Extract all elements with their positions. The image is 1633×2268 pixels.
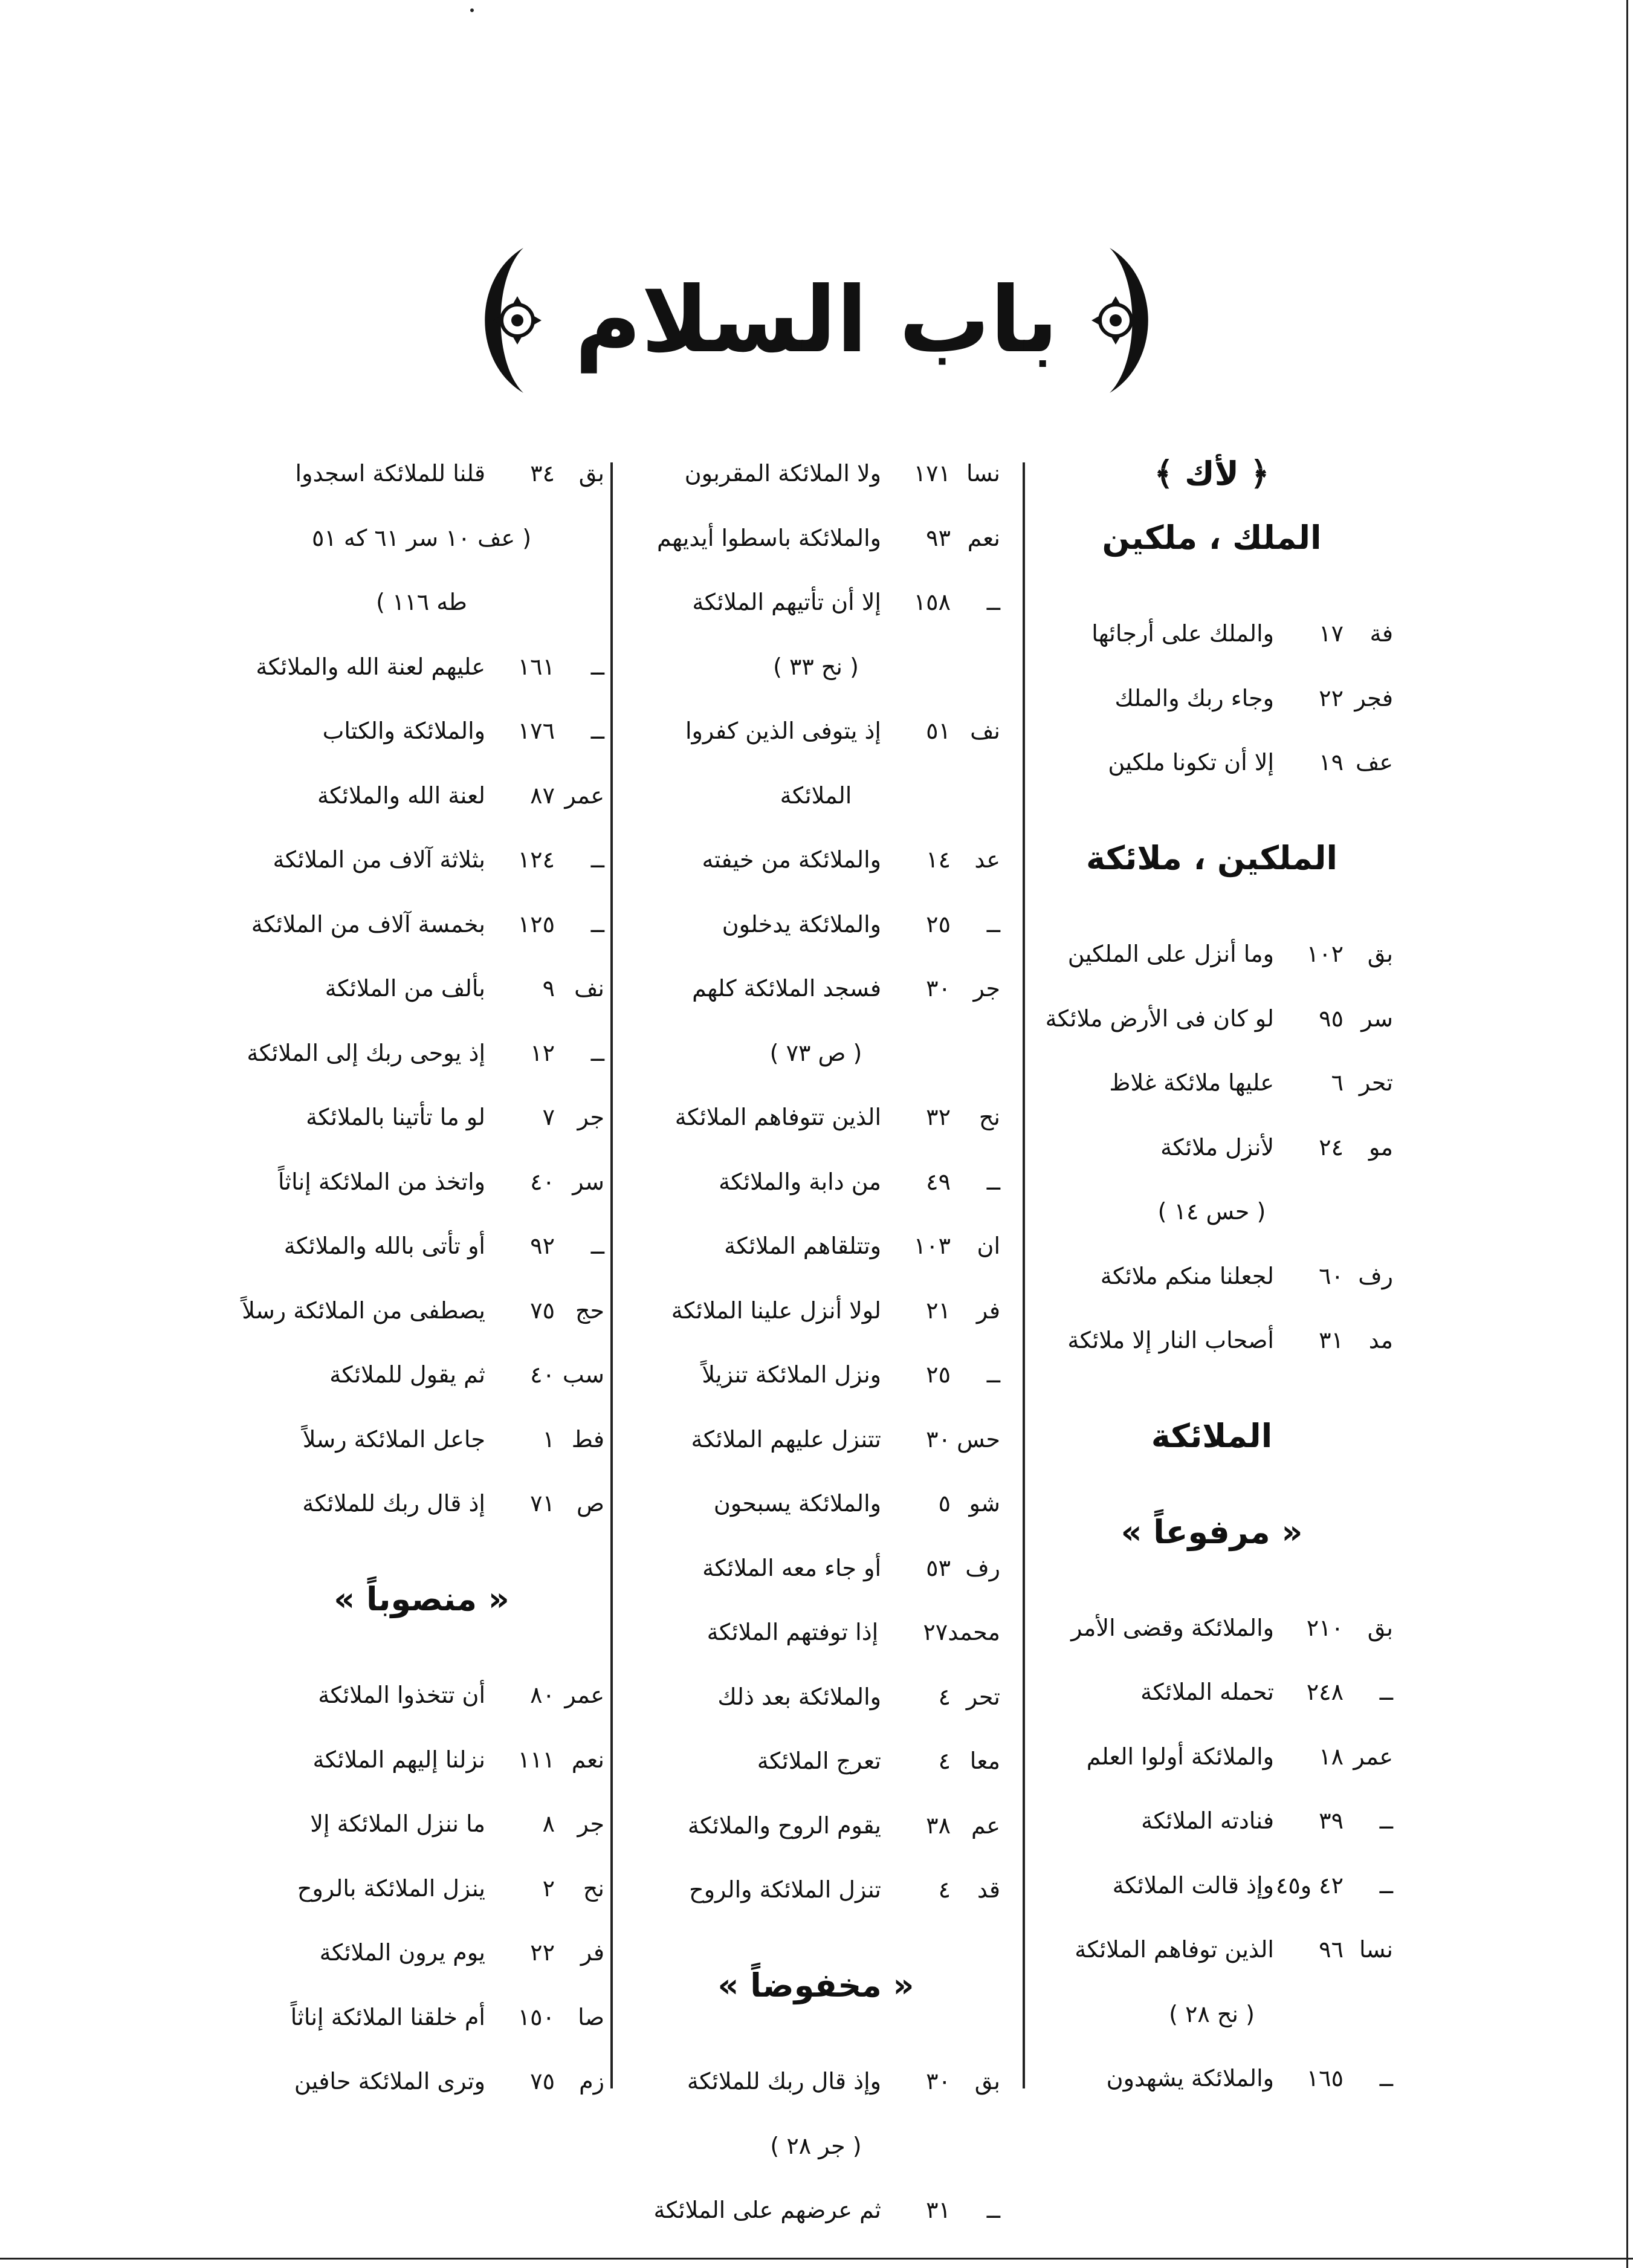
index-entry [1030, 987, 1393, 1051]
index-entry [239, 2049, 604, 2114]
chapter-title-block [0, 239, 1633, 402]
index-entry [1030, 2046, 1393, 2111]
index-entry [632, 1471, 1000, 1536]
verse-excerpt: جاعل الملائكة رسلاً [302, 1425, 485, 1453]
verse-number: ١٥٠ [517, 2003, 555, 2030]
spacer [1030, 1468, 1393, 1500]
surah-abbreviation: نعم [967, 524, 1000, 551]
verse-number: ٣٢ [926, 1104, 951, 1131]
index-entry [239, 1343, 604, 1407]
cross-reference: ( جر ٢٨ ) [770, 2132, 862, 2159]
surah-abbreviation: مد [1368, 1327, 1393, 1354]
index-entry [239, 635, 604, 699]
surah-abbreviation: عف [1355, 749, 1393, 776]
verse-number: ١٠٢ [1306, 941, 1344, 968]
surah-abbreviation: بق [1367, 941, 1393, 968]
verse-number: ١٠٣ [913, 1233, 951, 1260]
verse-number: ٩٣ [926, 524, 951, 551]
surah-abbreviation: ــ [986, 589, 1000, 616]
verse-number: ٤٩ [926, 1168, 951, 1195]
index-entry [239, 1214, 604, 1278]
surah-abbreviation: ــ [986, 2197, 1000, 2224]
cross-reference: ( حس ١٤ ) [1157, 1198, 1266, 1225]
index-entry [632, 1665, 1000, 1729]
index-entry [1030, 1917, 1393, 1982]
verse-number: ٢٥ [926, 910, 951, 938]
verse-number: ٩٥ [1319, 1005, 1344, 1032]
verse-number: ١٢٤ [517, 846, 555, 873]
verse-excerpt: يوم يرون الملائكة [319, 1939, 485, 1966]
verse-number: ٩ [542, 975, 555, 1002]
verse-excerpt: لأنزل ملائكة [1160, 1133, 1274, 1161]
verse-number: ٣٠ [926, 1425, 951, 1453]
surah-abbreviation: ــ [590, 1039, 604, 1066]
index-entry [1030, 1115, 1393, 1180]
surah-abbreviation: حج [575, 1297, 604, 1324]
section-heading: « مرفوعاً » [1120, 1512, 1303, 1551]
index-entry [632, 1150, 1000, 1214]
surah-abbreviation: ــ [590, 653, 604, 680]
section-heading: « منصوباً » [334, 1580, 509, 1619]
verse-excerpt: الذين تتوفاهم الملائكة [674, 1104, 881, 1131]
surah-abbreviation: صا [578, 2003, 604, 2030]
index-entry [632, 1343, 1000, 1407]
index-column-left [239, 441, 604, 2114]
surah-abbreviation: نسا [1359, 1936, 1393, 1963]
spacer [1030, 795, 1393, 826]
verse-excerpt: إلا أن تأتيهم الملائكة [692, 589, 881, 616]
verse-number: ٣٠ [926, 2068, 951, 2095]
verse-excerpt: لجعلنا منكم ملائكة [1100, 1262, 1274, 1289]
page-edge-bottom [0, 2258, 1633, 2260]
surah-abbreviation: نف [574, 975, 604, 1002]
left-crescent-ornament-icon [460, 242, 551, 399]
verse-number: ٧ [542, 1104, 555, 1131]
verse-excerpt: تنزل الملائكة والروح [689, 1876, 881, 1904]
verse-number: ٣١ [926, 2197, 951, 2224]
verse-number: ٢٤٨ [1306, 1679, 1344, 1706]
index-entry [632, 570, 1000, 635]
surah-abbreviation: جر [577, 1810, 604, 1838]
surah-abbreviation: محمد [948, 1619, 1000, 1646]
surah-abbreviation: تحر [1359, 1069, 1393, 1097]
verse-excerpt: إلا أن تكونا ملكين [1108, 749, 1274, 776]
verse-excerpt: لولا أنزل علينا الملائكة [671, 1297, 881, 1324]
verse-excerpt: لعنة الله والملائكة [317, 782, 485, 809]
verse-number: ٣٨ [926, 1812, 951, 1839]
verse-number: ٧٥ [530, 1297, 555, 1324]
verse-excerpt: بثلاثة آلاف من الملائكة [273, 846, 485, 873]
surah-abbreviation: عمر [564, 1682, 604, 1709]
surah-abbreviation: عم [971, 1812, 1000, 1839]
cross-reference: ( نح ٣٣ ) [773, 653, 859, 680]
verse-number: ٩٢ [530, 1233, 555, 1260]
verse-excerpt: عليهم لعنة الله والملائكة [256, 653, 485, 680]
verse-excerpt: أن تتخذوا الملائكة [318, 1682, 485, 1709]
surah-abbreviation: نح [583, 1874, 604, 1902]
surah-abbreviation: حس [957, 1425, 1000, 1453]
verse-excerpt: والملائكة باسطوا أيديهم [656, 524, 881, 551]
surah-abbreviation: ــ [1379, 1807, 1393, 1835]
verse-number: ٢٢ [530, 1939, 555, 1966]
verse-excerpt: إذ يوحى ربك إلى الملائكة [247, 1039, 485, 1066]
verse-excerpt: ثم عرضهم على الملائكة [653, 2197, 881, 2224]
index-entry [1030, 1725, 1393, 1789]
index-entry [239, 1021, 604, 1086]
index-column-middle [632, 441, 1000, 2243]
verse-number: ١٦٥ [1306, 2065, 1344, 2092]
surah-abbreviation: نح [978, 1104, 1000, 1131]
verse-excerpt: تتنزل عليهم الملائكة [691, 1425, 881, 1453]
verse-excerpt: والملائكة وقضى الأمر [1071, 1614, 1274, 1641]
surah-abbreviation: شو [969, 1490, 1000, 1517]
spacer [239, 1631, 604, 1663]
verse-number: ٨٠ [530, 1682, 555, 1709]
spacer [1030, 1564, 1393, 1596]
cross-reference: ( عف ١٠ سر ٦١ كه ٥١ [311, 524, 532, 551]
surah-abbreviation: نسا [966, 460, 1000, 487]
verse-number: ٨٧ [530, 782, 555, 809]
surah-abbreviation: جر [973, 975, 1000, 1002]
column-divider [610, 462, 613, 2088]
index-entry [239, 1278, 604, 1343]
index-entry [1030, 1853, 1393, 1918]
index-entry [632, 441, 1000, 506]
verse-excerpt: تحمله الملائكة [1140, 1679, 1274, 1706]
surah-abbreviation: عد [974, 846, 1000, 873]
cross-reference: ( نح ٢٨ ) [1169, 2000, 1255, 2027]
spacer [632, 1922, 1000, 1954]
chapter-title: باب السلام [575, 268, 1058, 373]
verse-number: ٧٥ [530, 2068, 555, 2095]
verse-excerpt: أم خلقنا الملائكة إناثاً [290, 2003, 485, 2030]
verse-excerpt: وترى الملائكة حافين [294, 2068, 485, 2095]
verse-excerpt: وإذ قالت الملائكة [1112, 1871, 1274, 1899]
index-entry [632, 1214, 1000, 1278]
verse-number: ٤٠ [530, 1168, 555, 1195]
verse-excerpt: يقوم الروح والملائكة [687, 1812, 881, 1839]
surah-abbreviation: زم [579, 2068, 604, 2095]
surah-abbreviation: مو [1369, 1133, 1393, 1161]
verse-number: ١٩ [1319, 749, 1344, 776]
verse-excerpt: ثم يقول للملائكة [329, 1361, 485, 1388]
section-heading: الملائكة [1151, 1417, 1273, 1456]
verse-number: ١٢ [530, 1039, 555, 1066]
index-entry [632, 699, 1000, 763]
verse-number: ٢١ [926, 1297, 951, 1324]
verse-excerpt: والملائكة من خيفته [702, 846, 881, 873]
index-entry [239, 699, 604, 763]
index-column-right [1030, 441, 1393, 2111]
index-entry [632, 1793, 1000, 1858]
index-entry [239, 441, 604, 506]
verse-excerpt: ينزل الملائكة بالروح [297, 1874, 485, 1902]
verse-excerpt: وإذ قال ربك للملائكة [687, 2068, 881, 2095]
index-entry [1030, 666, 1393, 731]
surah-abbreviation: ــ [986, 1361, 1000, 1388]
verse-number: ٢١٠ [1306, 1614, 1344, 1641]
verse-number: ١٧٦ [517, 718, 555, 745]
spacer [239, 1536, 604, 1567]
surah-abbreviation: ــ [590, 718, 604, 745]
verse-number: ٢ [542, 1874, 555, 1902]
surah-abbreviation: نف [970, 718, 1000, 745]
verse-excerpt: من دابة والملائكة [719, 1168, 881, 1195]
verse-number: ٦ [1331, 1069, 1344, 1097]
verse-number: ٢٧ [923, 1619, 948, 1646]
index-entry [239, 1856, 604, 1921]
surah-abbreviation: تحر [966, 1683, 1000, 1710]
verse-number: ٤ [938, 1683, 951, 1710]
spacer [1030, 570, 1393, 601]
verse-number: ٩٦ [1319, 1936, 1344, 1963]
cross-reference: الملائكة [780, 782, 852, 809]
surah-abbreviation: ــ [986, 1168, 1000, 1195]
verse-excerpt: قلنا للملائكة اسجدوا [295, 460, 485, 487]
index-entry [632, 2178, 1000, 2243]
verse-excerpt: بألف من الملائكة [325, 975, 485, 1002]
index-entry [632, 506, 1000, 571]
verse-excerpt: الذين توفاهم الملائكة [1075, 1936, 1274, 1963]
verse-excerpt: إذ يتوفى الذين كفروا [685, 718, 881, 745]
index-entry [239, 1471, 604, 1536]
verse-excerpt: والملك على أرجائها [1091, 620, 1274, 647]
verse-excerpt: والملائكة والكتاب [322, 718, 485, 745]
surah-abbreviation: نعم [571, 1746, 604, 1773]
index-entry [239, 1920, 604, 1985]
surah-abbreviation: ــ [590, 846, 604, 873]
verse-number: ٤٠ [530, 1361, 555, 1388]
verse-number: ٥١ [926, 718, 951, 745]
index-entry [239, 1663, 604, 1728]
section-heading: « مخفوضاً » [717, 1966, 914, 2005]
index-entry [632, 1536, 1000, 1601]
verse-number: ١٧١ [913, 460, 951, 487]
verse-excerpt: وجاء ربك والملك [1114, 684, 1274, 711]
verse-excerpt: لو ما تأتينا بالملائكة [306, 1104, 485, 1131]
index-entry [239, 1728, 604, 1792]
index-entry [1030, 1660, 1393, 1725]
surah-abbreviation: ــ [1379, 2065, 1393, 2092]
verse-excerpt: ما ننزل الملائكة إلا [310, 1810, 485, 1838]
verse-excerpt: ولا الملائكة المقربون [684, 460, 881, 487]
ink-speck [470, 8, 474, 12]
verse-number: ٣٩ [1319, 1807, 1344, 1835]
index-entry [239, 1150, 604, 1214]
index-entry [632, 2049, 1000, 2114]
cross-reference: طه ١١٦ ) [376, 589, 467, 616]
index-entry [632, 892, 1000, 957]
verse-excerpt: والملائكة يدخلون [722, 910, 881, 938]
verse-number: ٥ [938, 1490, 951, 1517]
index-entry [632, 1085, 1000, 1150]
spacer [1030, 1373, 1393, 1404]
surah-abbreviation: سر [572, 1168, 604, 1195]
section-heading: ﴿ لأك ﴾ [1154, 454, 1270, 493]
verse-number: ٢٥ [926, 1361, 951, 1388]
surah-abbreviation: قد [977, 1876, 1000, 1904]
surah-abbreviation: فجر [1354, 684, 1393, 711]
verse-number: ٢٤ [1319, 1133, 1344, 1161]
surah-abbreviation: رف [1358, 1262, 1393, 1289]
index-entry [239, 892, 604, 957]
surah-abbreviation: فر [580, 1939, 604, 1966]
verse-excerpt: يصطفى من الملائكة رسلاً [242, 1297, 485, 1324]
verse-number: ٦٠ [1319, 1262, 1344, 1289]
verse-excerpt: والملائكة يشهدون [1106, 2065, 1274, 2092]
verse-excerpt: وتتلقاهم الملائكة [724, 1233, 881, 1260]
verse-excerpt: فسجد الملائكة كلهم [692, 975, 881, 1002]
surah-abbreviation: ص [577, 1490, 604, 1517]
surah-abbreviation: ــ [1379, 1679, 1393, 1706]
surah-abbreviation: سر [1361, 1005, 1393, 1032]
index-entry [1030, 1789, 1393, 1853]
verse-excerpt: واتخذ من الملائكة إناثاً [277, 1168, 485, 1195]
index-entry [1030, 1051, 1393, 1115]
verse-number: ٣١ [1319, 1327, 1344, 1354]
index-entry [632, 828, 1000, 892]
verse-excerpt: بخمسة آلاف من الملائكة [251, 910, 485, 938]
verse-number: ١١١ [517, 1746, 555, 1773]
surah-abbreviation: ــ [590, 910, 604, 938]
verse-number: ١٥٨ [913, 589, 951, 616]
verse-excerpt: إذ قال ربك للملائكة [302, 1490, 485, 1517]
verse-number: ٤ [938, 1876, 951, 1904]
index-entry [1030, 601, 1393, 666]
verse-number: ٤٢ و٤٥ [1275, 1871, 1344, 1899]
index-entry [239, 763, 604, 828]
surah-abbreviation: سب [562, 1361, 604, 1388]
verse-excerpt: أو تأتى بالله والملائكة [283, 1233, 485, 1260]
surah-abbreviation: معا [969, 1748, 1000, 1775]
verse-number: ١٦١ [517, 653, 555, 680]
index-entry [239, 1407, 604, 1472]
index-entry [239, 1792, 604, 1856]
right-crescent-ornament-icon [1082, 242, 1173, 399]
verse-excerpt: أصحاب النار إلا ملائكة [1067, 1327, 1274, 1354]
cross-reference: ( ص ٧٣ ) [769, 1039, 862, 1066]
index-entry [632, 956, 1000, 1021]
index-entry [632, 1600, 1000, 1665]
verse-excerpt: والملائكة أولوا العلم [1086, 1743, 1274, 1770]
index-entry [1030, 1244, 1393, 1309]
surah-abbreviation: رف [965, 1554, 1000, 1581]
index-entry [1030, 922, 1393, 987]
surah-abbreviation: بق [1367, 1614, 1393, 1641]
verse-excerpt: تعرج الملائكة [757, 1748, 881, 1775]
verse-number: ٤ [938, 1748, 951, 1775]
surah-abbreviation: عمر [1353, 1743, 1393, 1770]
verse-number: ١٨ [1319, 1743, 1344, 1770]
verse-number: ٨ [542, 1810, 555, 1838]
verse-excerpt: إذا توفتهم الملائكة [707, 1619, 879, 1646]
verse-number: ١٧ [1319, 620, 1344, 647]
surah-abbreviation: ــ [590, 1233, 604, 1260]
surah-abbreviation: ــ [1379, 1871, 1393, 1899]
verse-excerpt: والملائكة يسبحون [713, 1490, 881, 1517]
index-entry [1030, 730, 1393, 795]
verse-number: ٥٣ [926, 1554, 951, 1581]
verse-excerpt: عليها ملائكة غلاظ [1109, 1069, 1274, 1097]
verse-excerpt: فنادته الملائكة [1141, 1807, 1274, 1835]
section-heading: الملك ، ملكين [1102, 519, 1322, 557]
verse-number: ٢٢ [1319, 684, 1344, 711]
index-entry [239, 1085, 604, 1150]
verse-number: ٣٤ [530, 460, 555, 487]
surah-abbreviation: جر [577, 1104, 604, 1131]
spacer [1030, 890, 1393, 922]
surah-abbreviation: ان [977, 1233, 1000, 1260]
index-entry [632, 1858, 1000, 1922]
verse-excerpt: والملائكة بعد ذلك [717, 1683, 881, 1710]
index-entry [632, 1278, 1000, 1343]
verse-excerpt: وما أنزل على الملكين [1067, 941, 1274, 968]
index-entry [239, 956, 604, 1021]
verse-excerpt: ونزل الملائكة تنزيلاً [702, 1361, 881, 1388]
spacer [632, 2018, 1000, 2049]
index-entry [1030, 1596, 1393, 1660]
index-entry [239, 1985, 604, 2050]
surah-abbreviation: عمر [564, 782, 604, 809]
verse-number: ٧١ [530, 1490, 555, 1517]
column-divider [1023, 462, 1025, 2088]
index-entry [239, 828, 604, 892]
surah-abbreviation: فر [976, 1297, 1000, 1324]
verse-number: ١٢٥ [517, 910, 555, 938]
verse-excerpt: أو جاء معه الملائكة [702, 1554, 881, 1581]
surah-abbreviation: فة [1369, 620, 1393, 647]
index-entry [632, 1407, 1000, 1472]
index-entry [632, 1729, 1000, 1793]
surah-abbreviation: فط [571, 1425, 604, 1453]
surah-abbreviation: ــ [986, 910, 1000, 938]
verse-excerpt: لو كان فى الأرض ملائكة [1045, 1005, 1274, 1032]
index-entry [1030, 1308, 1393, 1373]
verse-number: ١ [542, 1425, 555, 1453]
verse-excerpt: نزلنا إليهم الملائكة [312, 1746, 485, 1773]
surah-abbreviation: بق [578, 460, 604, 487]
section-heading: الملكين ، ملائكة [1085, 839, 1338, 878]
verse-number: ١٤ [926, 846, 951, 873]
surah-abbreviation: بق [974, 2068, 1000, 2095]
verse-number: ٣٠ [926, 975, 951, 1002]
